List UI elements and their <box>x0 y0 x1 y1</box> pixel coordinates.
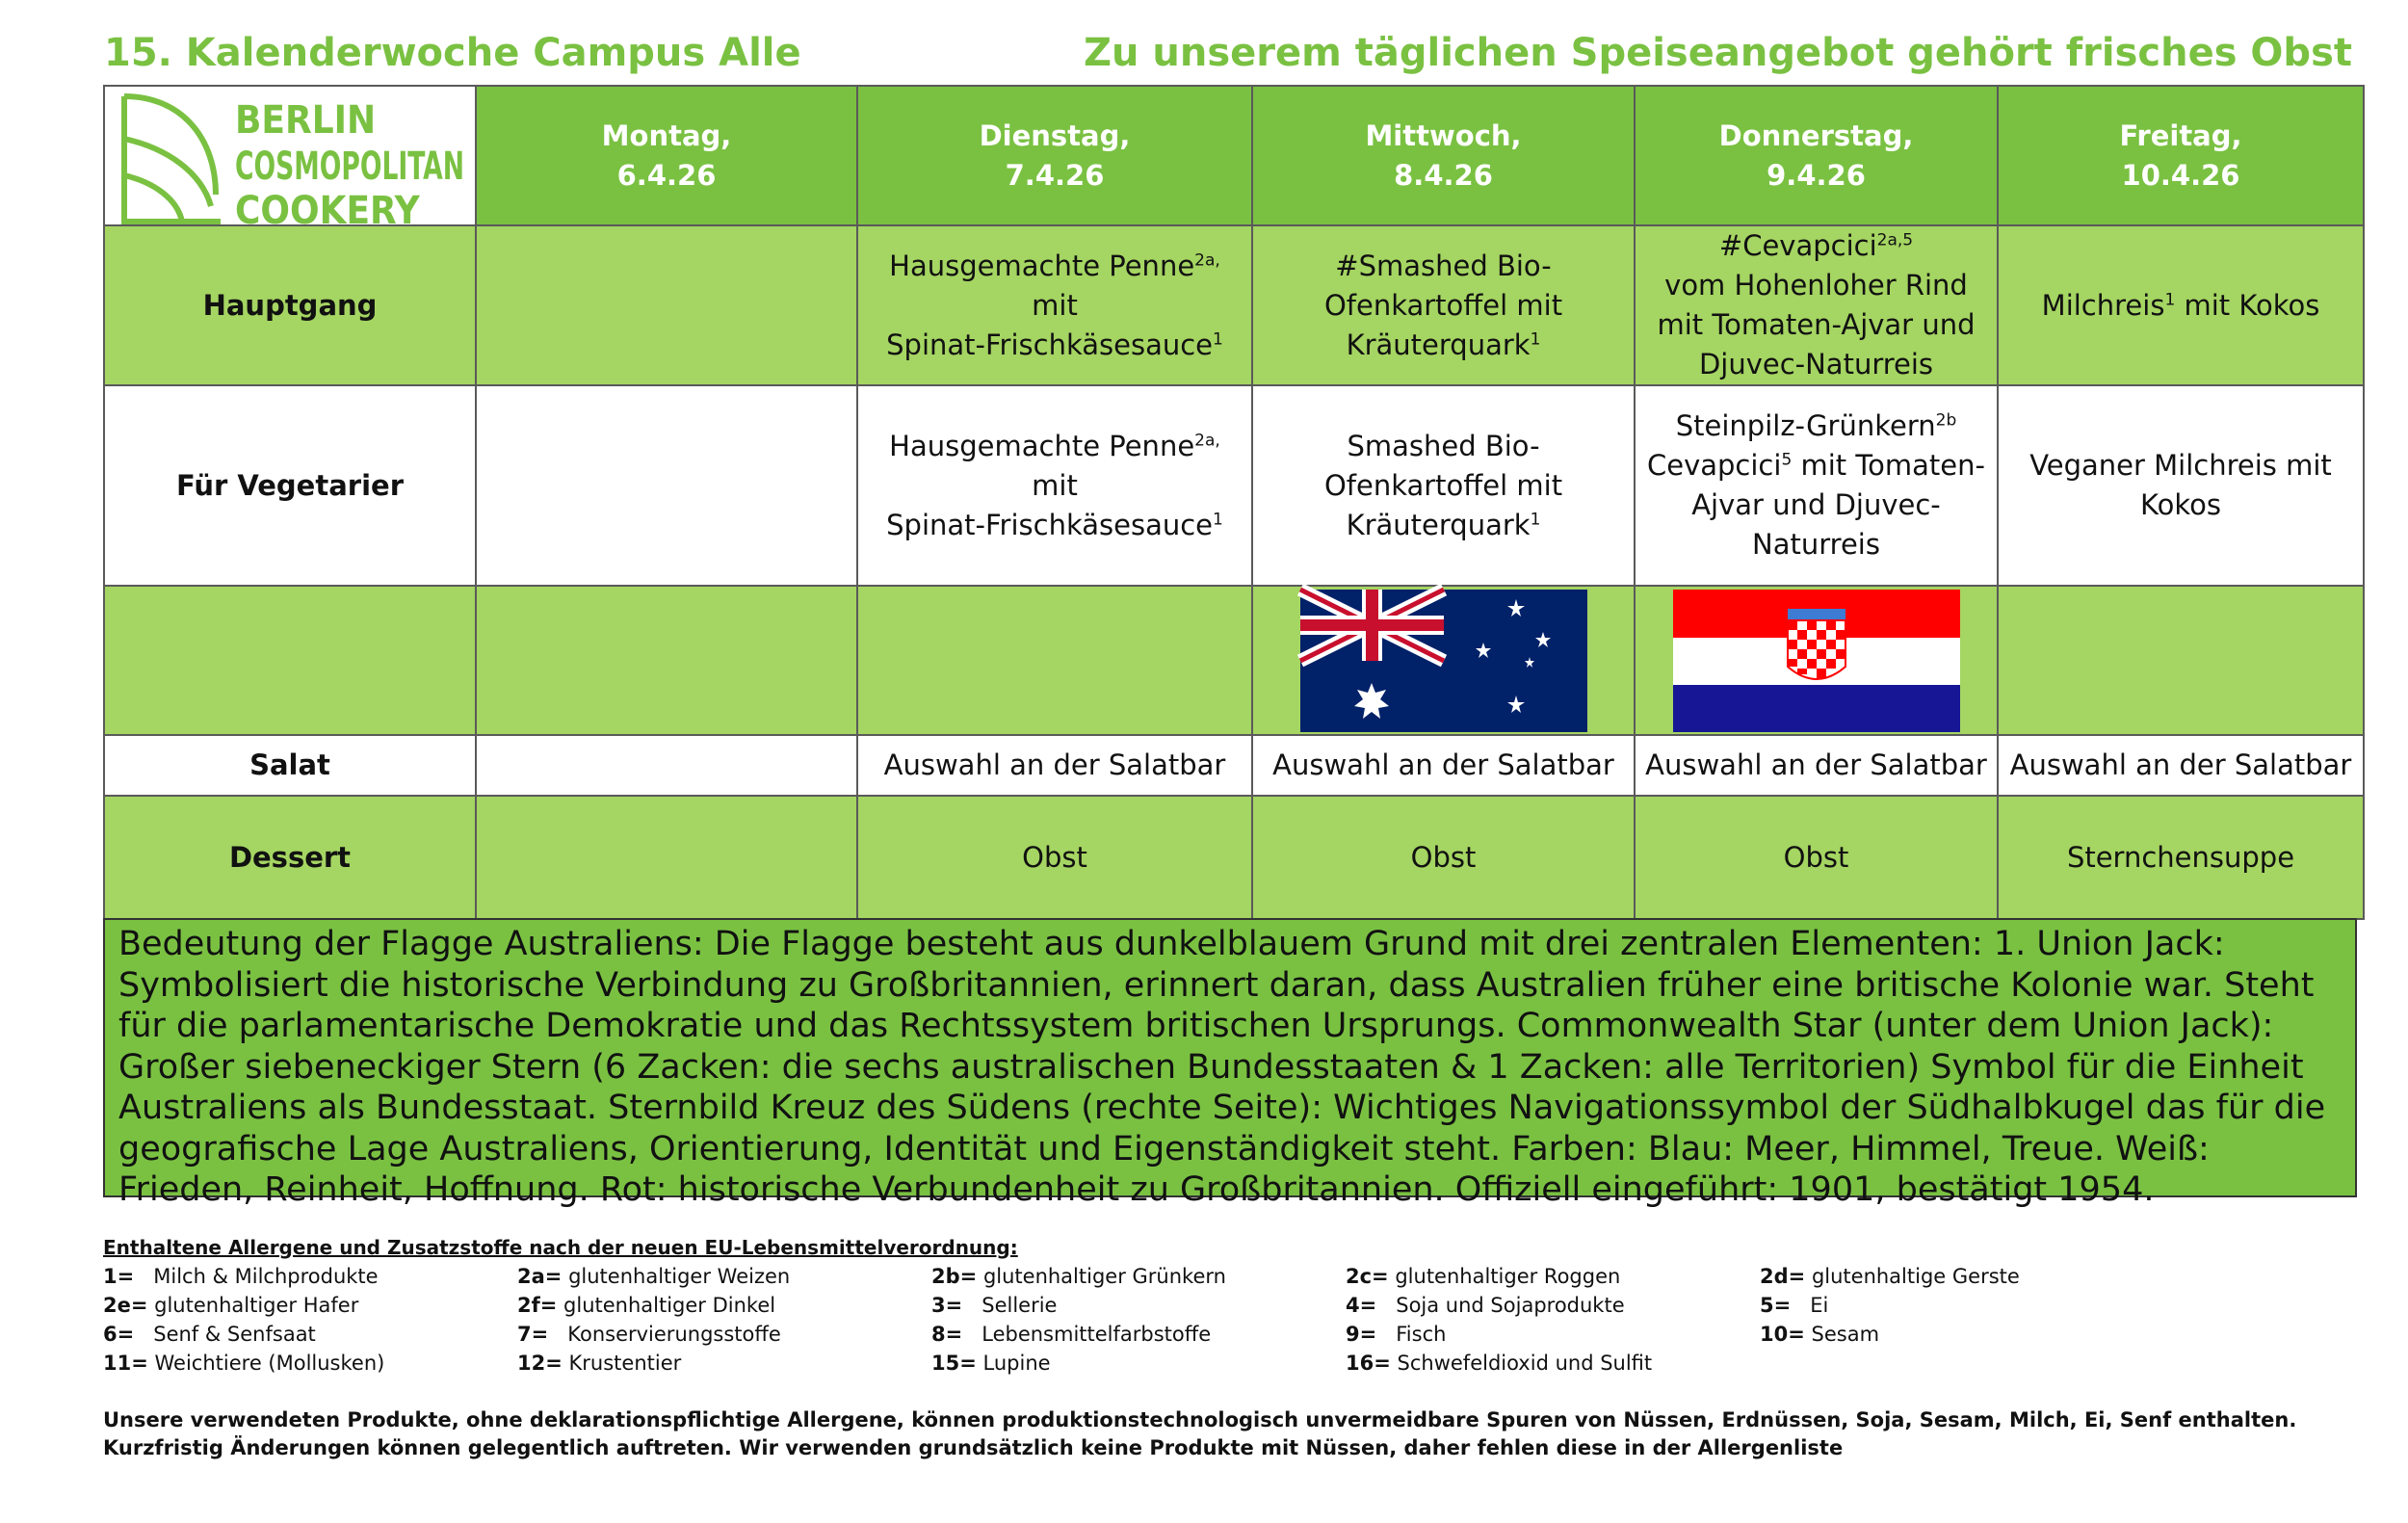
day-header-wednesday: Mittwoch, 8.4.26 <box>1252 86 1635 225</box>
flag-row <box>104 586 2364 735</box>
row-label-hauptgang: Hauptgang <box>104 225 476 385</box>
hauptgang-monday <box>476 225 857 385</box>
allergen-item: 8= Lebensmittelfarbstoffe <box>931 1323 1212 1346</box>
allergen-item: 2b= glutenhaltiger Grünkern <box>931 1265 1226 1288</box>
allergen-item: 2c= glutenhaltiger Roggen <box>1346 1265 1621 1288</box>
allergen-title: Enthaltene Allergene und Zusatzstoffe nach der neuen EU-Lebensmittelverordnung: <box>103 1236 1018 1259</box>
logo-line-2: COSMOPOLITAN <box>235 144 464 189</box>
allergen-item: 12= Krustentier <box>517 1352 682 1375</box>
allergen-item: 2f= glutenhaltiger Dinkel <box>517 1294 776 1317</box>
allergen-footnote: Unsere verwendeten Produkte, ohne deklarationspflichtige Allergene, können produktionstechnologisch unvermeidbare Spuren von Nüssen, Erdnüssen, Soja, Sesam, Milch, Ei, Senf enthalten. Kurzfristig Änderungen können gelegentlich auftreten. Wir verwenden grundsätzlich keine Produkte mit Nüssen, daher fehlen diese in der Allergenliste <box>103 1408 2297 1459</box>
salat-row <box>104 735 2364 796</box>
flag-info-text: Bedeutung der Flagge Australiens: Die Flagge besteht aus dunkelblauem Grund mit drei zentralen Elementen: 1. Union Jack: Symbolisiert die historische Verbindung zu Großbritannien, erinnert daran, dass Australien früher eine britische Kolonie war. Steht für die parlamentarische Demokratie und das Rechtssystem britischen Ursprungs. Commonwealth Star (unter dem Union Jack): Großer siebeneckiger Stern (6 Zacken: die sechs australischen Bundesstaaten & 1 Zacken: alle Territorien) Symbol für die Einheit Australiens als Bundesstaat. Sternbild Kreuz des Südens (rechte Seite): Wichtiges Navigationssymbol der Südhalbkugel das für die geografische Lage Australiens, Orientierung, Identität und Eigenständigkeit steht. Farben: Blau: Meer, Himmel, Treue. Weiß: Frieden, Reinheit, Hoffnung. Rot: historische Verbundenheit zu Großbritannien. Offiziell eingeführt: 1901, bestätigt 1954. <box>103 918 2357 1197</box>
allergen-item: 2e= glutenhaltiger Hafer <box>103 1294 359 1317</box>
logo-line-1: BERLIN <box>235 98 377 143</box>
dessert-tuesday: Obst <box>857 796 1252 919</box>
allergen-item: 3= Sellerie <box>931 1294 1058 1317</box>
row-label-dessert: Dessert <box>104 796 476 919</box>
allergen-item: 10= Sesam <box>1760 1323 1880 1346</box>
row-label-salat: Salat <box>104 735 476 796</box>
vegetarier-monday <box>476 385 857 586</box>
salat-monday <box>476 735 857 796</box>
allergen-item: 5= Ei <box>1760 1294 1829 1317</box>
allergen-item: 1= Milch & Milchprodukte <box>103 1265 379 1288</box>
dessert-monday <box>476 796 857 919</box>
hauptgang-thursday: #Cevapcici$^{2a,5}$ vom Hohenloher Rind mit Tomaten-Ajvar und Djuvec-Naturreis <box>1635 225 1998 385</box>
flag-tuesday <box>857 586 1252 735</box>
allergen-item: 4= Soja und Sojaprodukte <box>1346 1294 1625 1317</box>
dessert-wednesday: Obst <box>1252 796 1635 919</box>
hauptgang-row <box>104 225 2364 385</box>
allergen-item: 7= Konservierungsstoffe <box>517 1323 781 1346</box>
logo-line-3: COOKERY <box>235 189 420 233</box>
croatia-flag <box>1673 590 1960 732</box>
vegetarier-friday: Veganer Milchreis mit Kokos <box>1998 385 2364 586</box>
flag-friday <box>1998 586 2364 735</box>
australia-flag <box>1300 590 1587 732</box>
salat-wednesday: Auswahl an der Salatbar <box>1252 735 1635 796</box>
flag-monday <box>476 586 857 735</box>
flag-wednesday <box>1252 586 1635 735</box>
hauptgang-wednesday: #Smashed Bio- Ofenkartoffel mit Kräuterquark$^1$ <box>1252 225 1635 385</box>
flag-row-label <box>104 586 476 735</box>
row-label-vegetarier: Für Vegetarier <box>104 385 476 586</box>
allergen-item: 11= Weichtiere (Mollusken) <box>103 1352 385 1375</box>
dessert-friday: Sternchensuppe <box>1998 796 2364 919</box>
vegetarier-row <box>104 385 2364 586</box>
day-header-tuesday: Dienstag, 7.4.26 <box>857 86 1252 225</box>
dessert-row <box>104 796 2364 919</box>
salat-tuesday: Auswahl an der Salatbar <box>857 735 1252 796</box>
allergen-item: 15= Lupine <box>931 1352 1051 1375</box>
hauptgang-tuesday: Hausgemachte Penne$^{2a,}$ mit Spinat-Frischkäsesauce$^1$ <box>857 225 1252 385</box>
allergen-item: 16= Schwefeldioxid und Sulfit <box>1346 1352 1653 1375</box>
day-header-row <box>104 86 2364 225</box>
allergen-item: 2d= glutenhaltige Gerste <box>1760 1265 2020 1288</box>
allergen-item: 9= Fisch <box>1346 1323 1447 1346</box>
salat-friday: Auswahl an der Salatbar <box>1998 735 2364 796</box>
day-header-thursday: Donnerstag, 9.4.26 <box>1635 86 1998 225</box>
hauptgang-friday: Milchreis$^1$ mit Kokos <box>1998 225 2364 385</box>
day-header-monday: Montag, 6.4.26 <box>476 86 857 225</box>
vegetarier-wednesday: Smashed Bio- Ofenkartoffel mit Kräuterquark$^1$ <box>1252 385 1635 586</box>
fruit-tagline: Zu unserem täglichen Speiseangebot gehört frisches Obst <box>1083 31 2352 75</box>
week-title: 15. Kalenderwoche Campus Alle <box>104 31 801 75</box>
vegetarier-thursday: Steinpilz-Grünkern$^{2b}$ Cevapcici$^5$ mit Tomaten- Ajvar und Djuvec- Naturreis <box>1635 385 1998 586</box>
logo <box>104 86 476 233</box>
logo-mark <box>115 91 471 233</box>
vegetarier-tuesday: Hausgemachte Penne$^{2a,}$ mit Spinat-Frischkäsesauce$^1$ <box>857 385 1252 586</box>
day-header-friday: Freitag, 10.4.26 <box>1998 86 2364 225</box>
allergen-item: 2a= glutenhaltiger Weizen <box>517 1265 791 1288</box>
weekly-menu-table <box>103 85 2365 920</box>
salat-thursday: Auswahl an der Salatbar <box>1635 735 1998 796</box>
allergen-item: 6= Senf & Senfsaat <box>103 1323 316 1346</box>
flag-thursday <box>1635 586 1998 735</box>
dessert-thursday: Obst <box>1635 796 1998 919</box>
